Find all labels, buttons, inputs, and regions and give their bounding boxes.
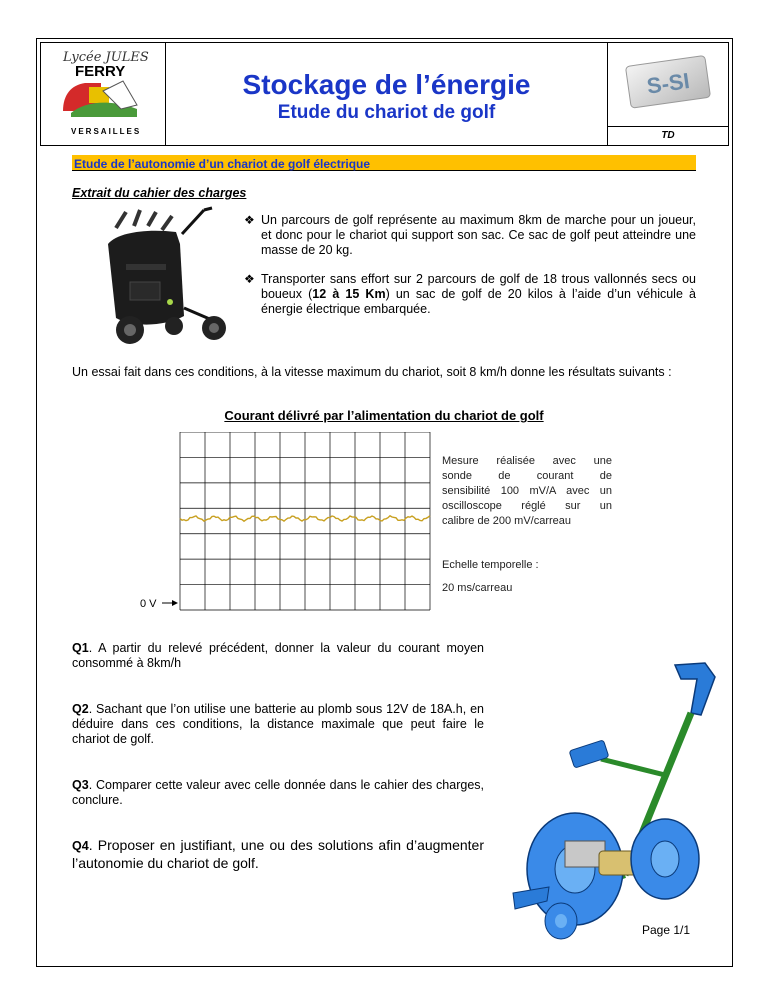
page-title: Stockage de l’énergie: [242, 69, 531, 100]
spec-text-2: Transporter sans effort sur 2 parcours de golf de 18 trous vallonnés secs ou boueux (12 à 15 Km) un sac de golf de 20 kilos à l’aide d’un véhicule à énergie électrique embarquée.: [261, 272, 696, 316]
chart-title: Courant délivré par l’alimentation du chariot de golf: [224, 408, 544, 423]
zero-volt-label: 0 V: [140, 598, 157, 610]
section-title: Etude de l’autonomie d’un chariot de golf électrique: [74, 157, 371, 171]
list-item: [244, 213, 696, 258]
chart-annotation: [442, 454, 612, 596]
annotation-line: sonde de courant de: [442, 470, 612, 482]
golf-bag-cart-photo: [86, 204, 236, 354]
cad-golf-cart-model: [505, 655, 727, 945]
spec-text-1: Un parcours de golf représente au maximum 8km de marche pour un joueur, et donc pour le chariot qui support son sac. Ce sac de golf peut atteindre une masse de 20 kg.: [261, 213, 696, 257]
header: [40, 42, 729, 141]
question-2: Q2. Sachant que l’on utilise une batterie au plomb sous 12V de 18A.h, en déduire dans ces conditions, la distance maximale que peut faire le chariot de golf.: [72, 702, 484, 746]
question-4: Q4. Proposer en justifiant, une ou des solutions afin d’augmenter l’autonomie du chariot de golf.: [72, 837, 484, 871]
annotation-line: oscilloscope réglé sur un: [442, 500, 612, 512]
ssi-badge-text: S-SI: [645, 67, 692, 99]
logo-name-text: FERRY: [75, 63, 126, 80]
diamond-bullet-icon: ❖: [244, 213, 255, 227]
annotation-line: Mesure réalisée avec une: [442, 455, 612, 467]
zero-arrow-head-icon: [172, 600, 178, 606]
school-logo: [41, 43, 166, 146]
ssi-badge: [608, 43, 726, 121]
question-1: Q1. A partir du relevé précédent, donner la valeur du courant moyen consommé à 8km/h: [72, 641, 484, 670]
cdc-heading: Extrait du cahier des charges: [72, 186, 247, 200]
question-3: Q3. Comparer cette valeur avec celle donnée dans le cahier des charges, conclure.: [72, 778, 484, 807]
page-subtitle: Etude du chariot de golf: [277, 102, 496, 123]
ssi-badge-cell: [608, 43, 729, 127]
specs-list: [244, 213, 696, 331]
page-number: Page 1/1: [642, 923, 691, 937]
distance-highlight: 12 à 15 Km: [312, 287, 386, 301]
section-title-bar: [72, 155, 696, 171]
title-block: [166, 43, 608, 146]
chart-grid: [180, 432, 430, 610]
time-scale-label: Echelle temporelle :: [442, 559, 539, 571]
list-item: [244, 272, 696, 317]
intro-paragraph: Un essai fait dans ces conditions, à la vitesse maximum du chariot, soit 8 km/h donne les résultats suivants :: [72, 365, 672, 379]
oscilloscope-chart: [136, 432, 436, 614]
annotation-line: calibre de 200 mV/carreau: [442, 515, 572, 527]
diamond-bullet-icon: ❖: [244, 272, 255, 286]
logo-city-text: VERSAILLES: [71, 127, 142, 136]
annotation-line: sensibilité 100 mV/A avec un: [442, 485, 612, 497]
logo-top-text: Lycée JULES: [63, 50, 149, 65]
doc-type-label: TD: [608, 127, 729, 146]
time-scale-value: 20 ms/carreau: [442, 582, 513, 594]
